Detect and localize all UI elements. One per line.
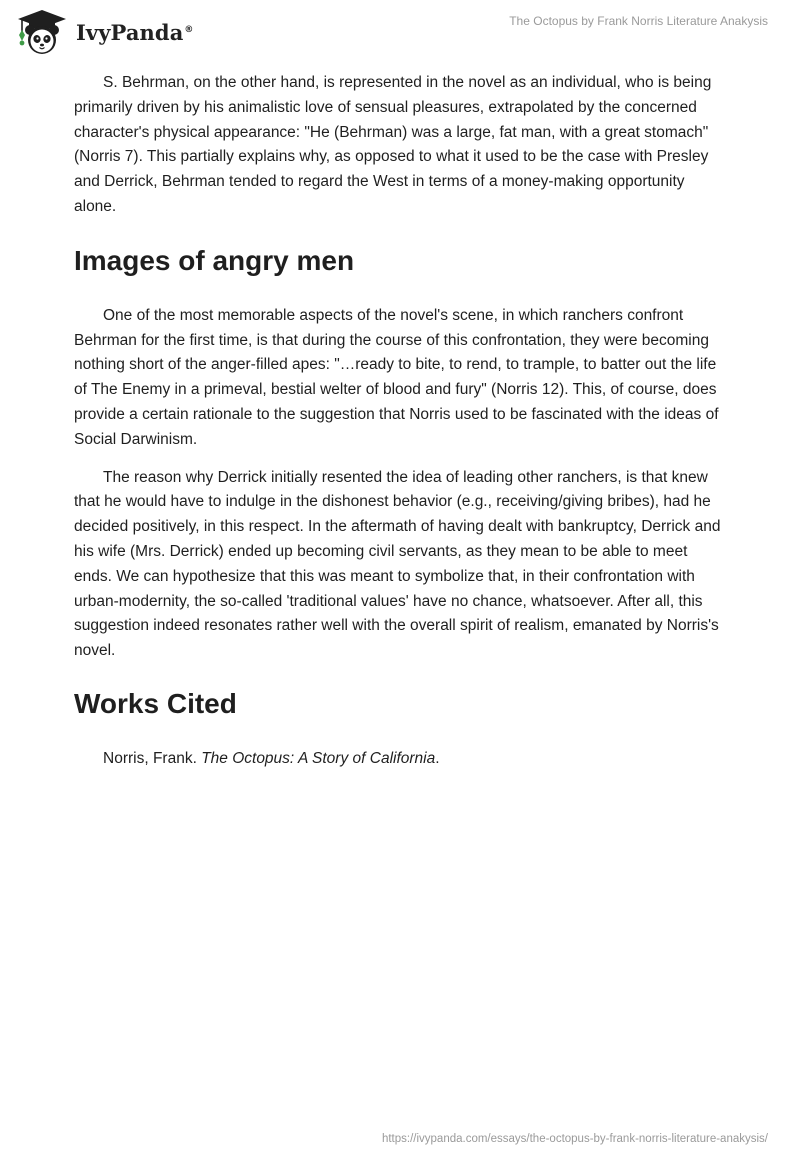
citation-author: Norris, Frank. bbox=[103, 749, 202, 767]
page-header bbox=[0, 0, 800, 60]
heading-works-cited: Works Cited bbox=[74, 687, 237, 719]
citation-end: . bbox=[435, 749, 440, 767]
essay-body bbox=[74, 71, 724, 772]
panda-logo-icon bbox=[14, 8, 70, 56]
heading-images-of-angry-men: Images of angry men bbox=[74, 244, 355, 276]
citation-entry bbox=[74, 747, 724, 772]
citation-title: The Octopus: A Story of California bbox=[201, 749, 436, 767]
paragraph-confrontation: One of the most memorable aspects of the novel's scene, in which ranchers confront Behrman for the first time, is that during the course of this confrontation, they were becoming nothing short of the anger-filled apes: "…ready to bite, to rend, to trample, to batter out the life of The Enemy in a primeval, bestial welter of blood and fury" (Norris 12). This, of course, does provide a certain rationale to the suggestion that Norris used to be fascinated with the ideas of Social Darwinism. bbox=[74, 306, 719, 448]
ivypanda-logo[interactable] bbox=[14, 8, 194, 56]
document-title: The Octopus by Frank Norris Literature Anakysis bbox=[509, 14, 768, 28]
logo-wordmark: IvyPanda® bbox=[76, 19, 194, 45]
source-url[interactable]: https://ivypanda.com/essays/the-octopus-by-frank-norris-literature-anakysis/ bbox=[381, 1133, 768, 1145]
paragraph-derrick: The reason why Derrick initially resented the idea of leading other ranchers, is that knew that he would have to indulge in the dishonest behavior (e.g., receiving/giving bribes), had he decided positively, in this respect. In the aftermath of having dealt with bankruptcy, Derrick and his wife (Mrs. Derrick) ended up becoming civil servants, as they mean to be able to meet ends. We can hypothesize that this was meant to symbolize that, in their confrontation with urban-modernity, the so-called 'traditional values' have no chance, whatsoever. After all, this suggestion indeed resonates rather well with the overall spirit of realism, emanated by Norris's novel. bbox=[74, 468, 721, 660]
paragraph-behrman: S. Behrman, on the other hand, is represented in the novel as an individual, who is being primarily driven by his animalistic love of sensual pleasures, extrapolated by the concerned character's physical appearance: "He (Behrman) was a large, fat man, with a great stomach" (Norris 7). This partially explains why, as opposed to what it used to be the case with Presley and Derrick, Behrman tended to regard the West in terms of a money-making opportunity alone. bbox=[74, 74, 712, 215]
